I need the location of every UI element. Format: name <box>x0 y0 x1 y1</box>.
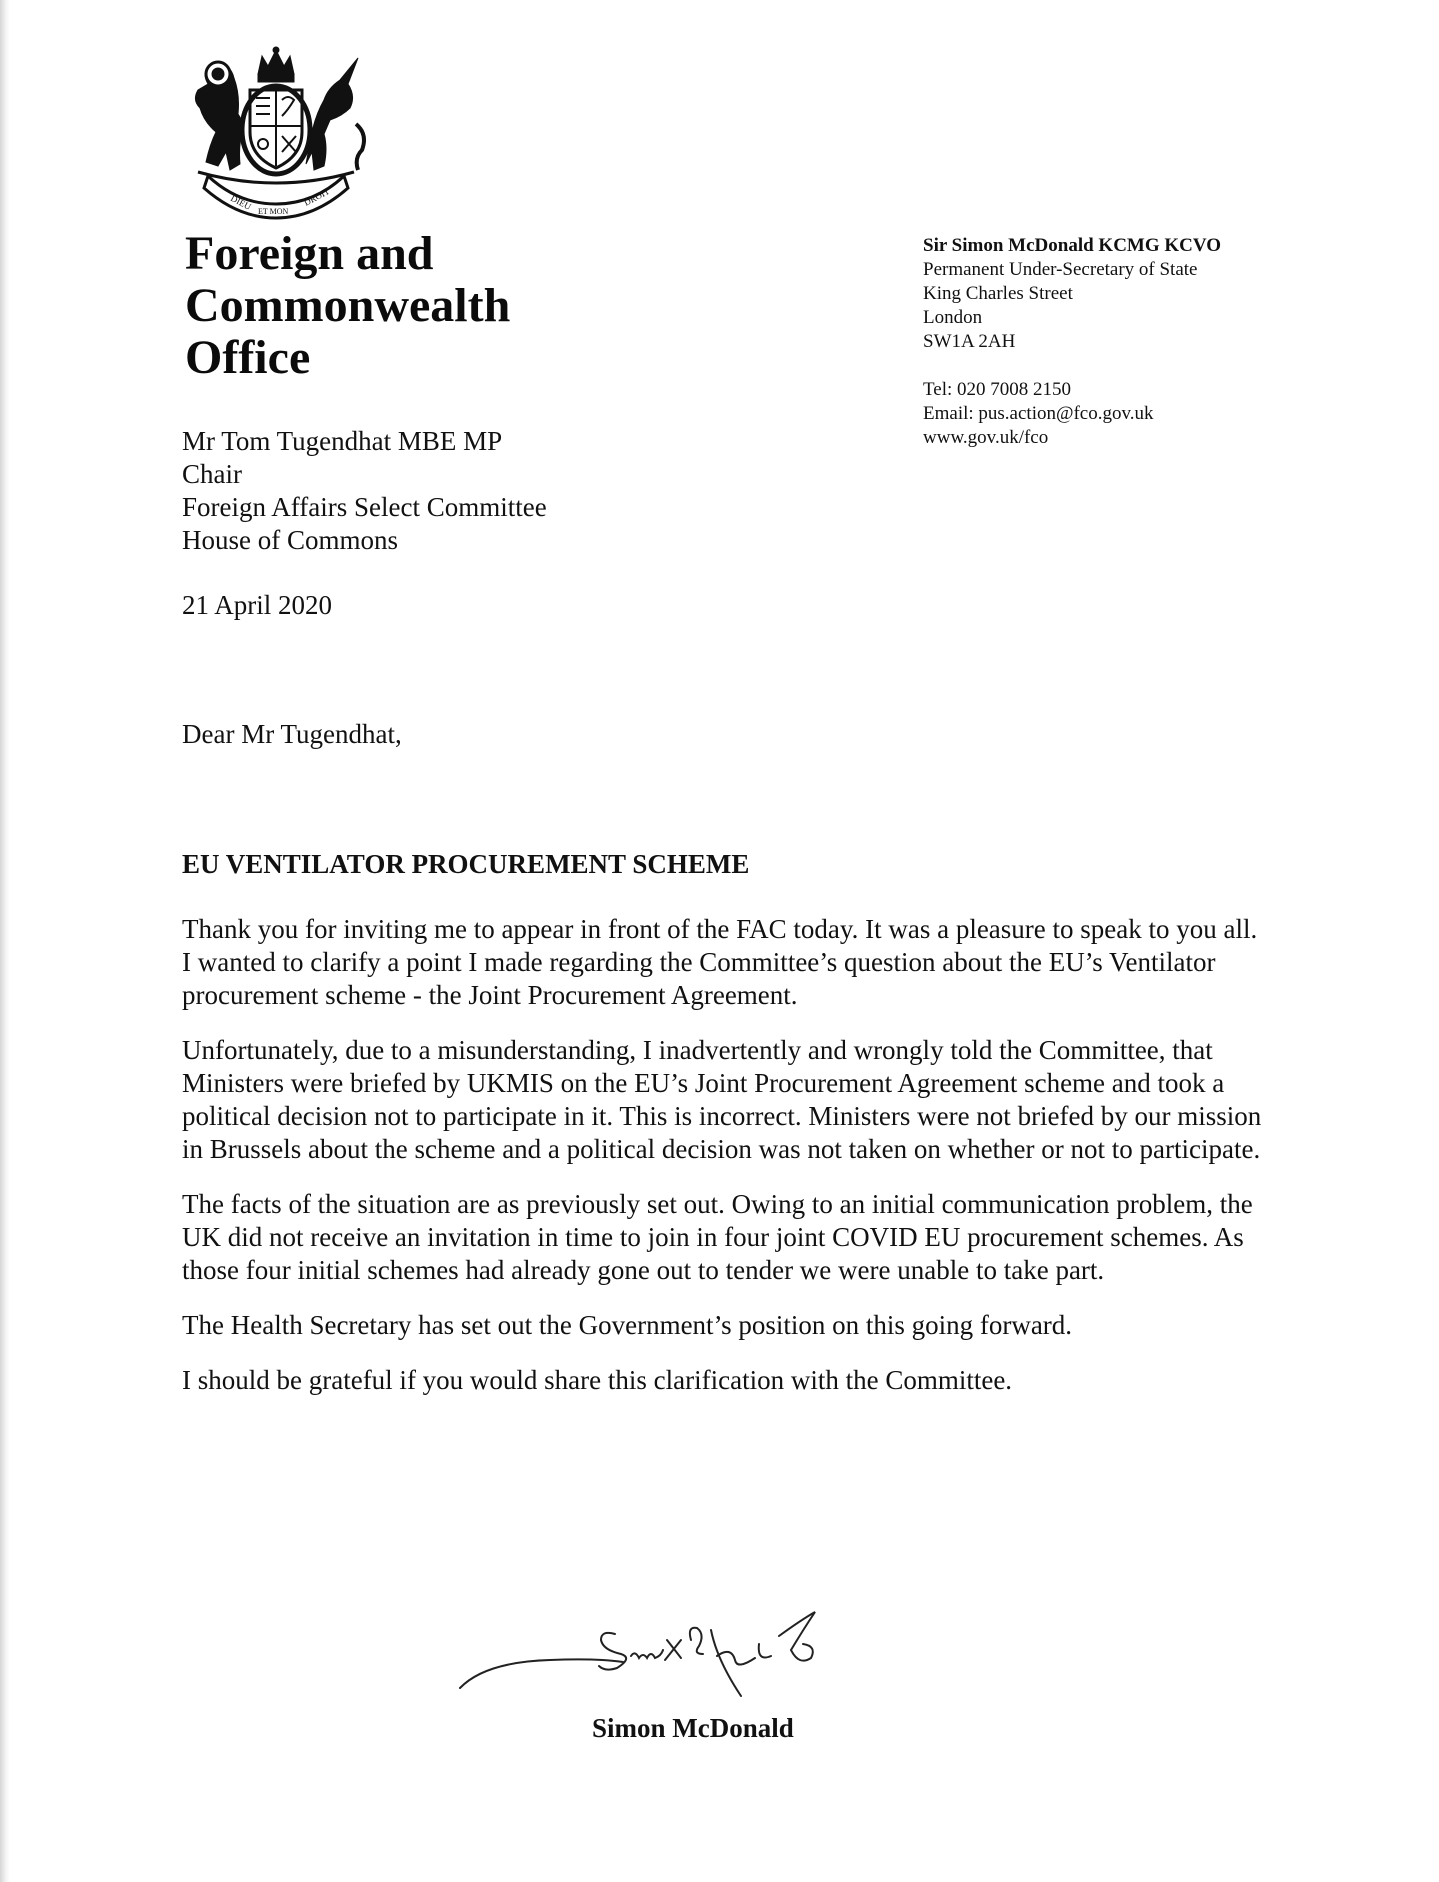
recipient-line: Foreign Affairs Select Committee <box>182 492 547 522</box>
subject-heading: EU VENTILATOR PROCUREMENT SCHEME <box>182 849 750 879</box>
letter-body <box>182 913 1262 1419</box>
recipient-line: Mr Tom Tugendhat MBE MP <box>182 426 503 456</box>
sender-telephone: Tel: 020 7008 2150 <box>923 379 1072 400</box>
sender-name: Sir Simon McDonald KCMG KCVO <box>923 235 1222 256</box>
sender-address-line: London <box>923 307 983 328</box>
recipient-line: House of Commons <box>182 525 398 555</box>
sender-title: Permanent Under-Secretary of State <box>923 259 1198 280</box>
sender-contact-block <box>923 234 1221 450</box>
recipient-line: Chair <box>182 459 242 489</box>
sender-email: Email: pus.action@fco.gov.uk <box>923 403 1154 424</box>
department-line: Office <box>185 331 311 384</box>
recipient-address <box>182 425 547 557</box>
spacer <box>923 354 1221 378</box>
department-line: Foreign and <box>185 227 434 280</box>
body-paragraph: The facts of the situation are as previously set out. Owing to an initial communication problem, the UK did not receive an invitation in time to join in four joint COVID EU procurement schemes. As those four initial schemes had already gone out to tender we were unable to take part. <box>182 1189 1253 1285</box>
sender-address-line: King Charles Street <box>923 283 1073 304</box>
body-paragraph: Unfortunately, due to a misunderstanding, I inadvertently and wrongly told the Committee, that Ministers were briefed by UKMIS on the EU’s Joint Procurement Agreement scheme and took a political decision not to participate in it. This is incorrect. Ministers were not briefed by our mission in Brussels about the scheme and a political decision was not taken on whether or not to participate. <box>182 1035 1262 1164</box>
department-line: Commonwealth <box>185 279 511 332</box>
page-edge-shadow <box>0 0 10 1882</box>
sender-address-line: SW1A 2AH <box>923 331 1016 352</box>
body-paragraph: The Health Secretary has set out the Government’s position on this going forward. <box>182 1310 1073 1340</box>
svg-text:ET MON: ET MON <box>258 207 289 216</box>
department-name <box>185 228 510 384</box>
salutation: Dear Mr Tugendhat, <box>182 719 402 749</box>
sender-website: www.gov.uk/fco <box>923 427 1049 448</box>
signatory-name: Simon McDonald <box>592 1713 794 1743</box>
royal-coat-of-arms-icon <box>178 44 374 220</box>
svg-text:DIEU: DIEU <box>229 192 253 212</box>
handwritten-signature <box>455 1600 875 1710</box>
body-paragraph: Thank you for inviting me to appear in front of the FAC today. It was a pleasure to speak to you all. I wanted to clarify a point I made regarding the Committee’s question about the EU’s Ventilator procurement scheme - the Joint Procurement Agreement. <box>182 914 1258 1010</box>
body-paragraph: I should be grateful if you would share this clarification with the Committee. <box>182 1365 1013 1395</box>
svg-text:DROIT: DROIT <box>302 186 332 208</box>
letter-date: 21 April 2020 <box>182 590 333 620</box>
